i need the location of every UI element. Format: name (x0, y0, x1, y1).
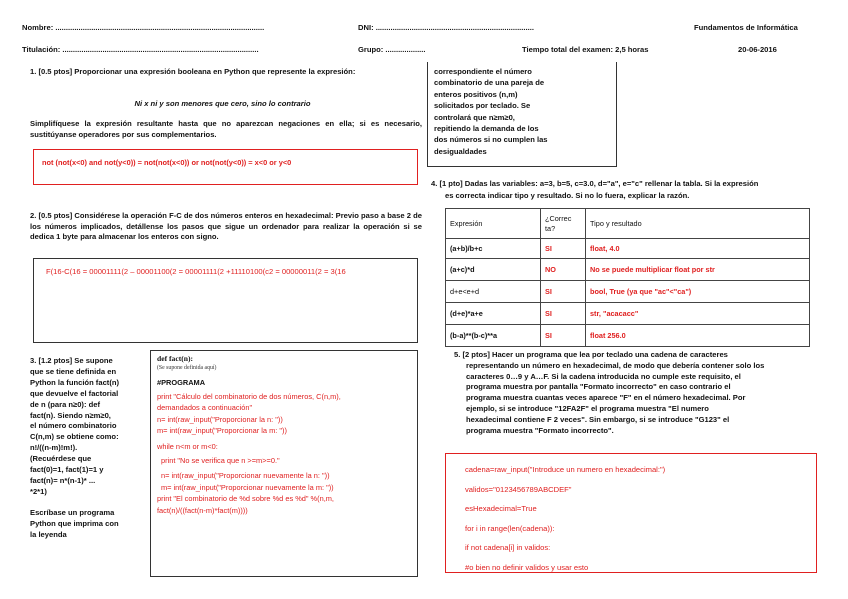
q3-cont-line: repitiendo la demanda de los (434, 124, 539, 134)
q3-def: def fact(n): (157, 354, 194, 363)
q3-line: Escríbase un programa (30, 507, 115, 517)
q5-code-line: if not cadena[i] in validos: (465, 543, 551, 552)
q3-code-line: print "No se verifica que n >=m>=0." (161, 456, 280, 466)
q3-cont-line: controlará que n≥m≥0, (434, 112, 515, 122)
q4-title-1: 4. [1 pto] Dadas las variables: a=3, b=5, c=3.0, d="a", e="c" rellenar la tabla. Si la expresión (431, 179, 759, 188)
table-row (446, 239, 810, 259)
q3-line: Python la función fact(n) (30, 377, 120, 387)
q5-statement (454, 350, 816, 436)
q1-body: Simplifíquese la expresión resultante hasta que no aparezcan negaciones en ella; si es necesario, sustitúyanse operadores por sus complementarios. (30, 119, 422, 139)
q5-line: hexadecimal contiene F 2 veces". Sin embargo, si se introduce "G123" el (466, 414, 730, 424)
q2-title: 2. [0.5 ptos] Considérese la operación F-C de dos números enteros en hexadecimal: Previo paso a base 2 de los números implicados, detállense los pasos que sigue un ordenador para realizar la operación si se dedica 1 byte para almacenar los enteros con signo. (30, 211, 422, 242)
cell-expr: (a+b)/b+c (446, 239, 541, 259)
q3-cont-line: enteros positivos (n,m) (434, 89, 518, 99)
q5-line: programa muestra "Formato incorrecto". (466, 425, 614, 435)
dni-field: DNI: ........................................................................... (358, 23, 534, 32)
q1-answer-box (33, 149, 418, 185)
q3-line: de n (para n≥0): def (30, 399, 100, 409)
q4-table (445, 208, 810, 347)
course-title: Fundamentos de Informática (694, 23, 798, 32)
q4-title-2: es correcta indicar tipo y resultado. Si no lo fuera, explicar la razón. (445, 191, 690, 200)
q3-code-line: n= int(raw_input("Proporcionar la n: ")) (157, 414, 283, 424)
q5-code (465, 460, 665, 577)
q3-line: fact(n). Siendo n≥m≥0, (30, 410, 111, 420)
nombre-field: Nombre: ................................................................................................... (22, 23, 265, 32)
q5-line: ejemplo, si se introduce "12FA2F" el programa muestra "El numero (466, 403, 709, 413)
col-expresion: Expresión (446, 209, 541, 239)
q3-code-line: m= int(raw_input("Proporcionar nuevamente la m: ")) (161, 482, 334, 492)
q5-code-line: #o bien no definir validos y usar esto (465, 562, 589, 572)
q3-line: n!/((n-m)!m!). (30, 443, 78, 453)
col-tipo-resultado: Tipo y resultado (586, 209, 810, 239)
table-row (446, 325, 810, 347)
q3-line: 3. [1.2 ptos] Se supone (30, 356, 113, 365)
q3-line: la leyenda (30, 529, 67, 539)
cell-ok: SI (541, 239, 586, 259)
q3-continuation-box (427, 62, 617, 167)
col-correcta: ¿Correc ta? (541, 209, 586, 239)
q3-code-line: while n<m or m<0: (157, 441, 218, 451)
q3-code-box (150, 350, 418, 577)
cell-expr: (a+c)*d (446, 259, 541, 281)
q3-line: *2*1) (30, 486, 47, 496)
q3-code-line: fact(n)/((fact(n-m)*fact(m)))) (157, 505, 248, 515)
q5-code-line: validos="0123456789ABCDEF" (465, 484, 572, 494)
q1-italic-expression: Ni x ni y son menores que cero, sino lo contrario (134, 99, 311, 108)
table-row (446, 303, 810, 325)
q3-continuation (434, 66, 548, 157)
q5-code-line: cadena=raw_input("Introduce un numero en hexadecimal:") (465, 465, 666, 474)
q3-code-line: n= int(raw_input("Proporcionar nuevamente la n: ")) (161, 471, 330, 481)
q3-cont-line: desigualdades (434, 146, 487, 156)
exam-time: Tiempo total del examen: 2,5 horas (522, 45, 649, 54)
q5-line: 5. [2 ptos] Hacer un programa que lea por teclado una cadena de caracteres (454, 350, 728, 359)
q3-line: el número combinatorio (30, 421, 117, 431)
cell-res: float 256.0 (586, 325, 810, 347)
q3-line: que se tiene definida en (30, 366, 117, 376)
cell-res: float, 4.0 (586, 239, 810, 259)
q5-code-line: esHexadecimal=True (465, 504, 537, 513)
q3-note: (Se supone definida aquí) (157, 365, 217, 371)
q2-answer: F(16-C(16 = 00001111(2 – 00001100(2 = 00001111(2 +11110100(c2 = 00000011(2 = 3(16 (46, 267, 346, 276)
exam-date: 20-06-2016 (738, 45, 777, 54)
q3-code-line: print "Cálculo del combinatorio de dos números, C(n,m), (157, 392, 341, 401)
q3-cont-line: combinatorio de una pareja de (434, 78, 545, 88)
cell-ok: SI (541, 281, 586, 303)
q3-code-line: demandados a continuación" (157, 403, 253, 413)
cell-expr: (d+e)*a+e (446, 303, 541, 325)
q1-title: 1. [0.5 ptos] Proporcionar una expresión booleana en Python que represente la expresión: (30, 67, 356, 76)
q3-code-line: print "El combinatorio de %d sobre %d es %d" %(n,m, (157, 494, 334, 504)
q1-answer: not (not(x<0) and not(y<0)) = not(not(x<0)) or not(not(y<0)) = x<0 or y<0 (42, 158, 292, 167)
q3-line: fact(n)= n*(n-1)* ... (30, 475, 96, 485)
q3-line: fact(0)=1, fact(1)=1 y (30, 465, 104, 475)
q3-line: (Recuérdese que (30, 454, 92, 464)
q3-description (30, 356, 145, 541)
q3-line: C(n,m) se obtiene como: (30, 432, 119, 442)
q2-answer-box (33, 258, 418, 343)
cell-ok: NO (541, 259, 586, 281)
q5-line: caracteres 0…9 y A…F. Si la cadena introducida no cumple este requisito, el (466, 371, 741, 381)
q3-line: que devuelve el factorial (30, 388, 119, 398)
q3-code (157, 391, 413, 516)
q3-line: Python que imprima con (30, 518, 119, 528)
q3-code-line: m= int(raw_input("Proporcionar la m: ")) (157, 426, 287, 436)
table-header-row (446, 209, 810, 239)
q3-program-label: #PROGRAMA (157, 378, 206, 387)
cell-ok: SI (541, 325, 586, 347)
q3-cont-line: dos números si no cumplen las (434, 135, 548, 145)
grupo-field: Grupo: ................... (358, 45, 426, 54)
table-row (446, 259, 810, 281)
q5-code-line: for i in range(len(cadena)): (465, 523, 555, 533)
table-row (446, 281, 810, 303)
cell-res: bool, True (ya que "ac"<"ca") (586, 281, 810, 303)
q5-line: representando un número en hexadecimal, de modo que debería contener solo los (466, 360, 765, 370)
q5-answer-box (445, 453, 817, 573)
q3-cont-line: solicitados por teclado. Se (434, 101, 531, 111)
cell-res: No se puede multiplicar float por str (586, 259, 810, 281)
titulacion-field: Titulación: ............................................................................................. (22, 45, 259, 54)
cell-expr: (b-a)**(b-c)**a (446, 325, 541, 347)
cell-ok: SI (541, 303, 586, 325)
q5-line: programa muestra cuantas veces aparece "F" en el número hexadecimal. Por (466, 393, 746, 403)
cell-expr: d+e<e+d (446, 281, 541, 303)
q5-line: programa muestra por pantalla "Formato incorrecto" en caso contrario el (466, 382, 731, 392)
cell-res: str, "acacacc" (586, 303, 810, 325)
q3-cont-line: correspondiente el número (434, 67, 532, 76)
